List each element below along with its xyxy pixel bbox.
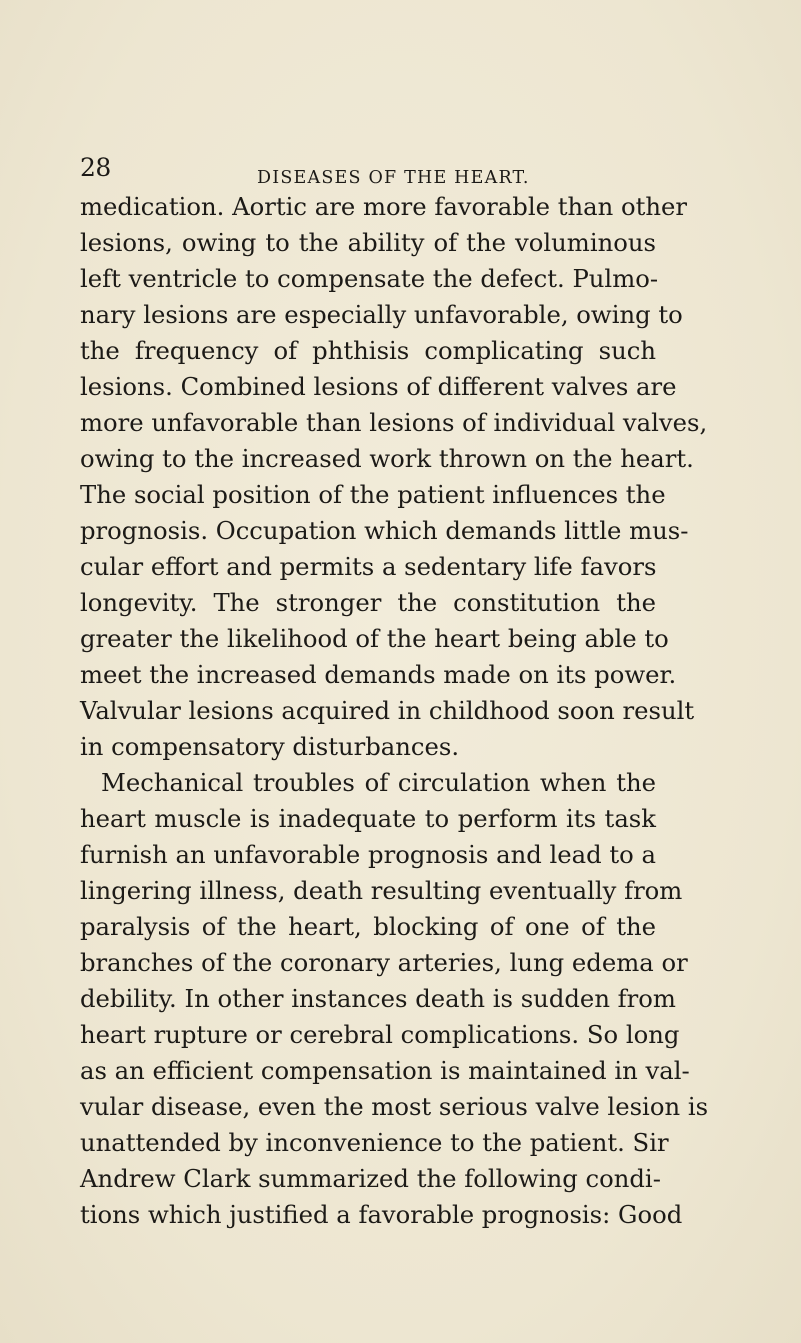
text-line: heart rupture or cerebral complications. So long bbox=[80, 1020, 680, 1049]
text-line: Valvular lesions acquired in childhood soon result bbox=[80, 696, 695, 725]
text-line: as an efficient compensation is maintained in val- bbox=[80, 1056, 690, 1085]
page-number: 28 bbox=[80, 153, 111, 182]
running-title: DISEASES OF THE HEART. bbox=[257, 168, 530, 188]
text-line: lesions, owing to the ability of the voluminous bbox=[80, 228, 656, 257]
paragraph-start-line: Mechanical troubles of circulation when the bbox=[101, 768, 656, 797]
text-line: greater the likelihood of the heart being able to bbox=[80, 624, 669, 653]
paragraph-end-line: in compensatory disturbances. bbox=[80, 732, 460, 761]
text-line: vular disease, even the most serious valve lesion is bbox=[80, 1092, 709, 1121]
text-line: medication. Aortic are more favorable than other bbox=[80, 192, 687, 221]
text-line: meet the increased demands made on its power. bbox=[80, 660, 677, 689]
body-text bbox=[80, 189, 709, 1233]
text-line: debility. In other instances death is sudden from bbox=[80, 984, 676, 1013]
text-line: paralysis of the heart, blocking of one of the bbox=[80, 912, 656, 941]
text-line: heart muscle is inadequate to perform its task bbox=[80, 804, 656, 833]
text-line: the frequency of phthisis complicating such bbox=[80, 336, 656, 365]
text-line: owing to the increased work thrown on the heart. bbox=[80, 444, 694, 473]
text-line: furnish an unfavorable prognosis and lead to a bbox=[80, 840, 657, 869]
page-header bbox=[0, 154, 801, 194]
text-line: prognosis. Occupation which demands little mus- bbox=[80, 516, 689, 545]
text-line: Andrew Clark summarized the following condi- bbox=[80, 1164, 661, 1193]
text-line: left ventricle to compensate the defect. Pulmo- bbox=[80, 264, 659, 293]
text-line: lingering illness, death resulting eventually from bbox=[80, 876, 683, 905]
text-line: The social position of the patient influences the bbox=[80, 480, 666, 509]
text-line: more unfavorable than lesions of individual valves, bbox=[80, 408, 708, 437]
text-line: cular effort and permits a sedentary life favors bbox=[80, 552, 657, 581]
text-line: longevity. The stronger the constitution the bbox=[80, 588, 656, 617]
text-line: lesions. Combined lesions of different valves are bbox=[80, 372, 677, 401]
text-line: nary lesions are especially unfavorable, owing to bbox=[80, 300, 683, 329]
text-line: branches of the coronary arteries, lung edema or bbox=[80, 948, 688, 977]
text-line: tions which justified a favorable prognosis: Good bbox=[80, 1200, 683, 1229]
text-line: unattended by inconvenience to the patient. Sir bbox=[80, 1128, 669, 1157]
